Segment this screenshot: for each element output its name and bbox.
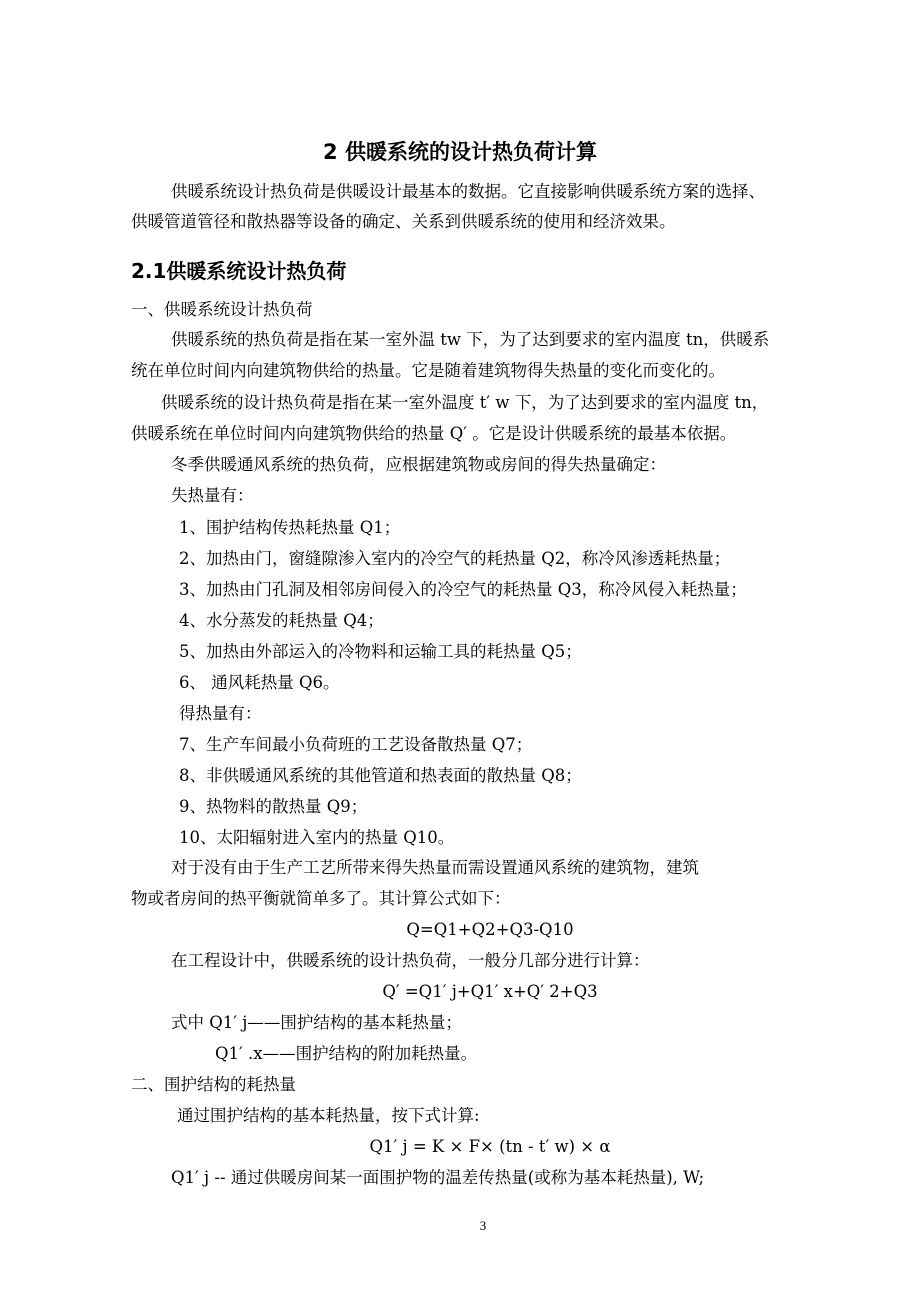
list-item: 1、围护结构传热耗热量 Q1；: [179, 518, 401, 537]
paragraph-line: 对于没有由于生产工艺所带来得失热量而需设置通风系统的建筑物，建筑: [171, 858, 699, 877]
formula: Q1′ j = K × F× (tn - t′ w) × α: [369, 1137, 611, 1156]
intro-line-2: 供暖管道管径和散热器等设备的确定、关系到供暖系统的使用和经济效果。: [131, 212, 676, 231]
list-item: 2、加热由门，窗缝隙渗入室内的冷空气的耗热量 Q2，称冷风渗透耗热量；: [179, 549, 731, 568]
list-item: 3、加热由门孔洞及相邻房间侵入的冷空气的耗热量 Q3，称冷风侵入耗热量；: [179, 580, 747, 599]
list-item: 10、太阳辐射进入室内的热量 Q10。: [179, 828, 455, 847]
formula: Q=Q1+Q2+Q3-Q10: [406, 920, 574, 939]
paragraph-line: 在工程设计中，供暖系统的设计热负荷，一般分几部分进行计算：: [171, 951, 650, 970]
paragraph-line: 物或者房间的热平衡就简单多了。其计算公式如下：: [131, 889, 511, 908]
paragraph-line: 通过围护结构的基本耗热量，按下式计算:: [177, 1106, 480, 1125]
formula: Q′ =Q1′ j+Q1′ x+Q′ 2+Q3: [382, 982, 598, 1001]
intro-line-1: 供暖系统设计热负荷是供暖设计最基本的数据。它直接影响供暖系统方案的选择、: [171, 182, 765, 201]
list-heading: 得热量有：: [179, 704, 262, 723]
subsection-heading: 二、围护结构的耗热量: [131, 1075, 296, 1094]
paragraph-line: 统在单位时间内向建筑物供给的热量。它是随着建筑物得失热量的变化而变化的。: [131, 361, 725, 380]
paragraph-line: 供暖系统的设计热负荷是指在某一室外温度 t′ w 下，为了达到要求的室内温度 tn，: [161, 393, 769, 412]
paragraph-line: 供暖系统在单位时间内向建筑物供给的热量 Q′ 。它是设计供暖系统的最基本依据。: [131, 424, 737, 443]
list-item: 7、生产车间最小负荷班的工艺设备散热量 Q7；: [179, 735, 533, 754]
list-item: 5、加热由外部运入的冷物料和运输工具的耗热量 Q5；: [179, 642, 582, 661]
list-item: 9、热物料的散热量 Q9；: [179, 797, 368, 816]
list-heading: 失热量有：: [171, 486, 254, 505]
list-item: 4、水分蒸发的耗热量 Q4；: [179, 611, 384, 630]
subsection-heading: 一、供暖系统设计热负荷: [131, 300, 313, 319]
definition-line: Q1′ j -- 通过供暖房间某一面围护物的温差传热量(或称为基本耗热量), W;: [171, 1168, 705, 1187]
paragraph-line: 供暖系统的热负荷是指在某一室外温 tw 下，为了达到要求的室内温度 tn，供暖系: [171, 330, 770, 349]
definition-line: 式中 Q1′ j——围护结构的基本耗热量；: [171, 1013, 462, 1032]
chapter-title: 2 供暖系统的设计热负荷计算: [323, 140, 597, 164]
list-item: 8、非供暖通风系统的其他管道和热表面的散热量 Q8；: [179, 766, 582, 785]
definition-line: Q1′ .x——围护结构的附加耗热量。: [215, 1044, 478, 1063]
paragraph-line: 冬季供暖通风系统的热负荷，应根据建筑物或房间的得失热量确定：: [171, 455, 666, 474]
section-title: 2.1供暖系统设计热负荷: [131, 259, 347, 283]
page-number: 3: [479, 1218, 487, 1233]
list-item: 6、 通风耗热量 Q6。: [179, 673, 340, 692]
